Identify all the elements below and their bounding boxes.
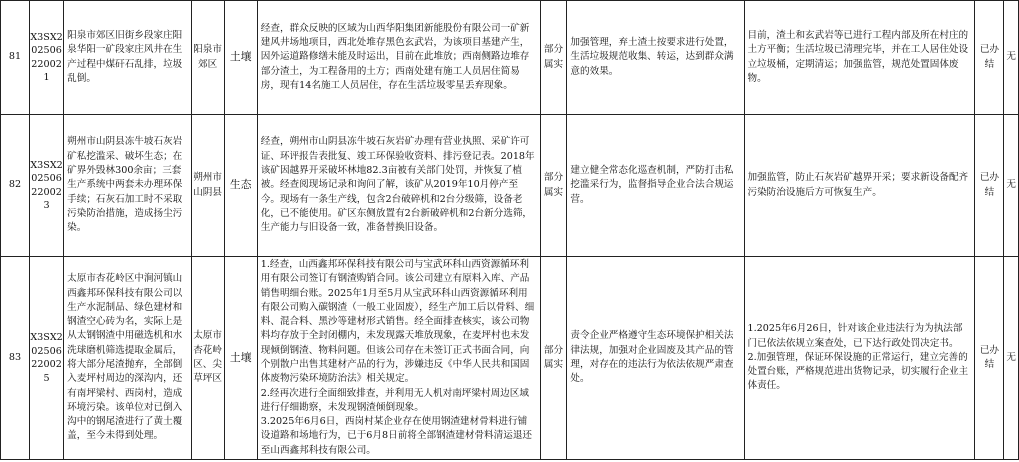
accountability: 无 [1004, 257, 1019, 460]
case-status: 已办结 [975, 1, 1004, 115]
table-row [1, 1, 1019, 115]
administrative-area: 阳泉市郊区 [191, 1, 224, 115]
row-number: 81 [1, 1, 30, 115]
complaint-content: 阳泉市郊区旧街乡段家庄阳泉华阳一矿段家庄风井在生产过程中煤矸石乱排，垃圾乱倒。 [64, 1, 191, 115]
rectification-result [744, 257, 975, 460]
administrative-area: 太原市杏花岭区、尖草坪区 [191, 257, 224, 460]
accountability: 无 [1004, 1, 1019, 115]
pollution-category: 生态 [224, 115, 257, 257]
case-reference: X3SX202506220021 [29, 1, 63, 115]
rectification-result: 加强监管，防止石灰岩矿越界开采；要求新设备配齐污染防治设施后方可恢复生产。 [744, 115, 975, 257]
table-row [1, 115, 1019, 257]
case-status: 已办结 [975, 115, 1004, 257]
investigation-findings [257, 257, 540, 460]
rectification-result: 目前，渣土和玄武岩等已进行工程内部及所在村庄的土方平衡；生活垃圾已清理完毕，并在工人居住处设立垃圾桶，定期清运；加强监管，规范处置固体废物。 [744, 1, 975, 115]
investigation-paragraph: 3.2025年6月6日，西岗村某企业存在使用钢渣建材骨料进行铺设道路和场地行为，已于6月8日前将全部钢渣建材骨料清运退还至山西鑫邦科技有限公司。 [260, 416, 533, 456]
row-number: 83 [1, 257, 30, 460]
case-status: 已办结 [975, 257, 1004, 460]
result-paragraph: 2.加强管理，保证环保设施的正常运行，建立完善的处置台账，严格规范进出货物记录，切实履行企业主体责任。 [747, 351, 969, 392]
investigation-paragraph: 1.经查，山西鑫邦环保科技有限公司与宝武环科山西资源循环利用有限公司签订有钢渣购销合同。该公司建立有原料入库、产品销售明细台账。2025年1月至5月从宝武环科山西资源循环利用有限公司购入碳钢渣（一般工业固废），经生产加工后以骨料、细料、混合料、黑沙等建材形式销售。经全面排查核实，该公司物料均存放于全封闭棚内，未发现露天堆放现象，在麦坪村也未发现倾倒钢渣、物料问题。但该公司存在未签订正式书面合同，向个别散户出售其建材产品的行为，涉嫌违反《中华人民共和国固体废物污染环境防治法》相关规定。 [260, 258, 535, 385]
verification-verdict: 部分属实 [540, 115, 567, 257]
case-reference: X3SX202506220025 [29, 257, 63, 460]
investigation-findings: 经查，朔州市山阴县冻牛坡石灰岩矿办理有营业执照、采矿许可证、环评报告表批复、竣工环保验收资料、排污登记表。2018年该矿因越界开采破坏林地82.3亩被有关部门处罚，并恢复了植被。经查阅现场记录和询问了解，该矿从2019年10月停产至今。现场有一条生产线，包含2台破碎机和2台分级筛，设备老化，已不能使用。矿区东侧放置有2台新破碎机和2台新分选筛，生产能力与旧设备一致，准备替换旧设备。 [257, 115, 540, 257]
rectification-requirement: 加强管理，弃土渣土按要求进行处置，生活垃圾规范收集、转运，达到群众满意的效果。 [567, 1, 744, 115]
administrative-area: 朔州市山阴县 [191, 115, 224, 257]
complaint-content: 太原市杏花岭区中涧河镇山西鑫邦环保科技有限公司以生产水泥制品、绿色建材和钢渣空心砖为名，实际上是从太钢钢渣中用磁选机和水洗球磨机筛选提取金属后，将大部分尾渣抛弃，全部倒入麦坪村周边的深沟内，还有南坪梁村、西岗村，造成环境污染。该单位对已倒入沟中的钢尾渣进行了黄土覆盖，至今未得到处理。 [64, 257, 191, 460]
rectification-requirement: 责令企业严格遵守生态环境保护相关法律法规，加强对企业固废及其产品的管理，对存在的违法行为依法依规严肃查处。 [567, 257, 744, 460]
rectification-requirement: 建立健全常态化巡查机制，严防打击私挖滥采行为，监督指导企业合法合规运营。 [567, 115, 744, 257]
pollution-category: 土壤 [224, 257, 257, 460]
case-reference: X3SX202506220023 [29, 115, 63, 257]
investigation-paragraph: 2.经再次进行全面细致排查，并利用无人机对南坪梁村周边区域进行仔细勘察，未发现钢渣倾倒现象。 [260, 387, 529, 413]
verification-verdict: 部分属实 [540, 1, 567, 115]
table-row [1, 257, 1019, 460]
complaint-content: 朔州市山阴县冻牛坡石灰岩矿私挖滥采、破坏生态；在矿界外毁林300余亩；三套生产系统中两套未办理环保手续；石灰石加工时不采取污染防治措施，造成扬尘污染。 [64, 115, 191, 257]
accountability: 无 [1004, 115, 1019, 257]
row-number: 82 [1, 115, 30, 257]
investigation-findings: 经查，群众反映的区域为山西华阳集团新能股份有限公司一矿新建风井场地项目，西北处堆存黑色玄武岩，为该项目基建产生，因外运道路修缮未能及时运出，目前在此堆放；西南侧路边堆存部分渣土，为工程备用的土方；西南处建有施工人员居住简易房，现有14名施工人员居住，存在生活垃圾零星丢弃现象。 [257, 1, 540, 115]
result-paragraph: 1.2025年6月26日，针对该企业违法行为为执法部门已依法依规立案查处，已下达行政处罚决定书。 [747, 323, 963, 349]
verification-verdict: 部分属实 [540, 257, 567, 460]
pollution-category: 土壤 [224, 1, 257, 115]
